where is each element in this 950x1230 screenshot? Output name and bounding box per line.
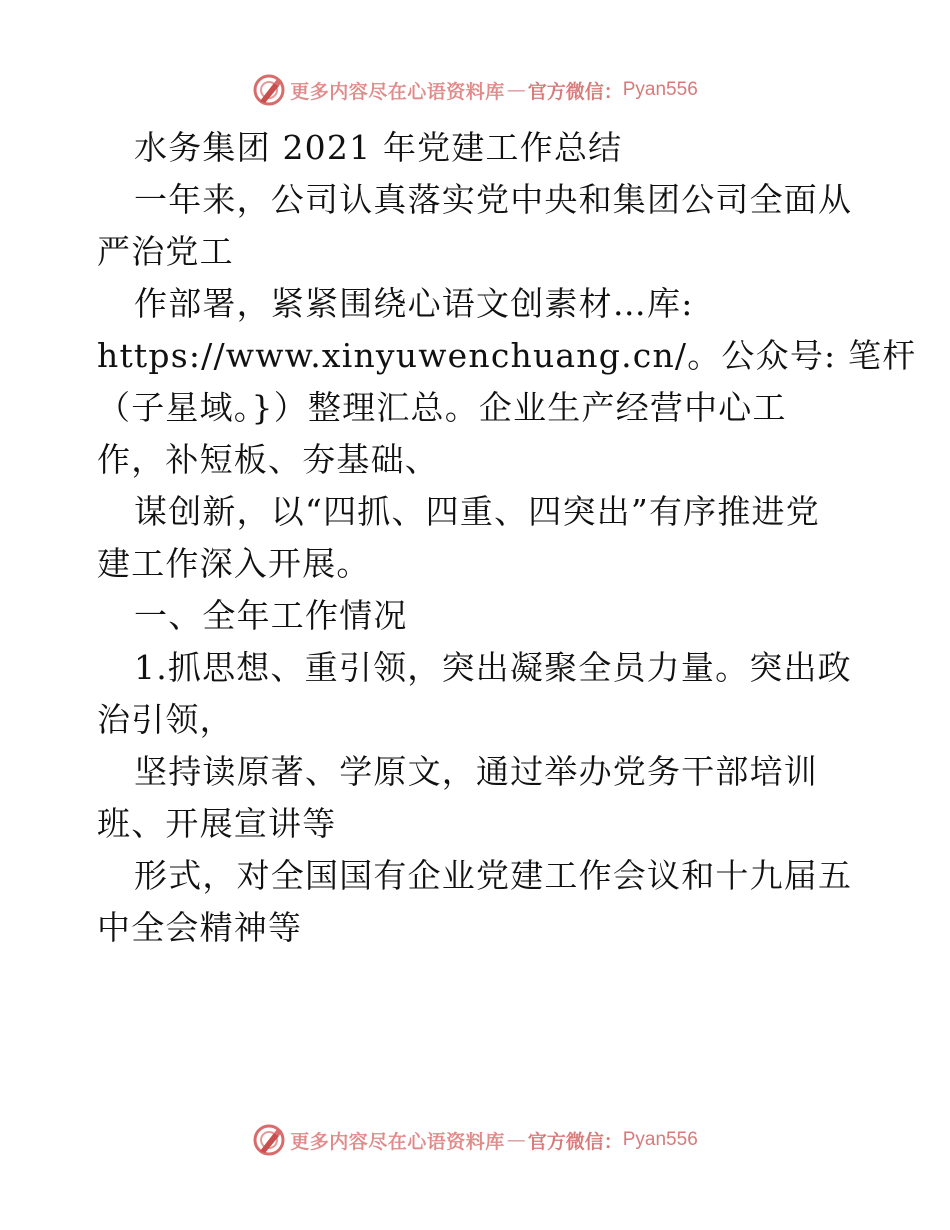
document-title: 水务集团 2021 年党建工作总结: [134, 128, 623, 167]
promo-text: 更多内容尽在心语资料库: [290, 80, 505, 103]
paragraph-line: 谋创新，以“四抓、四重、四突出”有序推进党: [134, 492, 820, 531]
promo-text: 更多内容尽在心语资料库: [290, 1130, 505, 1153]
paragraph-line: 作，补短板、夯基础、: [97, 440, 439, 479]
paragraph-line: 治引领，: [97, 700, 234, 739]
section-heading: 一、全年工作情况: [134, 596, 408, 635]
wechat-label: 官方微信：: [527, 80, 623, 103]
wechat-label: 官方微信：: [527, 1130, 623, 1153]
paragraph-line: 一年来，公司认真落实党中央和集团公司全面从: [134, 180, 853, 219]
paragraph-line: 班、开展宣讲等: [97, 804, 337, 843]
paragraph-line: 严治党工: [97, 232, 234, 271]
paragraph-line: 1.抓思想、重引领，突出凝聚全员力量。突出政: [134, 648, 852, 687]
url-line: https://www.xinyuwenchuang.cn/。公众号: 笔杆: [97, 336, 917, 375]
separator: —: [506, 1129, 526, 1151]
pen-nib-circle-icon: [252, 1123, 286, 1157]
paragraph-line: 坚持读原著、学原文，通过举办党务干部培训: [134, 752, 818, 791]
header-banner: [0, 70, 950, 110]
pen-nib-circle-icon: [252, 73, 286, 107]
footer-banner: [0, 1120, 950, 1160]
wechat-id: Pyan556: [622, 79, 698, 100]
paragraph-line: （子星域。}）整理汇总。企业生产经营中心工: [97, 388, 787, 427]
document-body: [97, 122, 917, 954]
paragraph-line: 形式，对全国国有企业党建工作会议和十九届五: [134, 856, 853, 895]
separator: —: [506, 79, 526, 101]
paragraph-line: 建工作深入开展。: [97, 544, 371, 583]
wechat-id: Pyan556: [622, 1129, 698, 1150]
paragraph-line: 作部署，紧紧围绕心语文创素材…库:: [134, 284, 694, 323]
paragraph-line: 中全会精神等: [97, 908, 303, 947]
